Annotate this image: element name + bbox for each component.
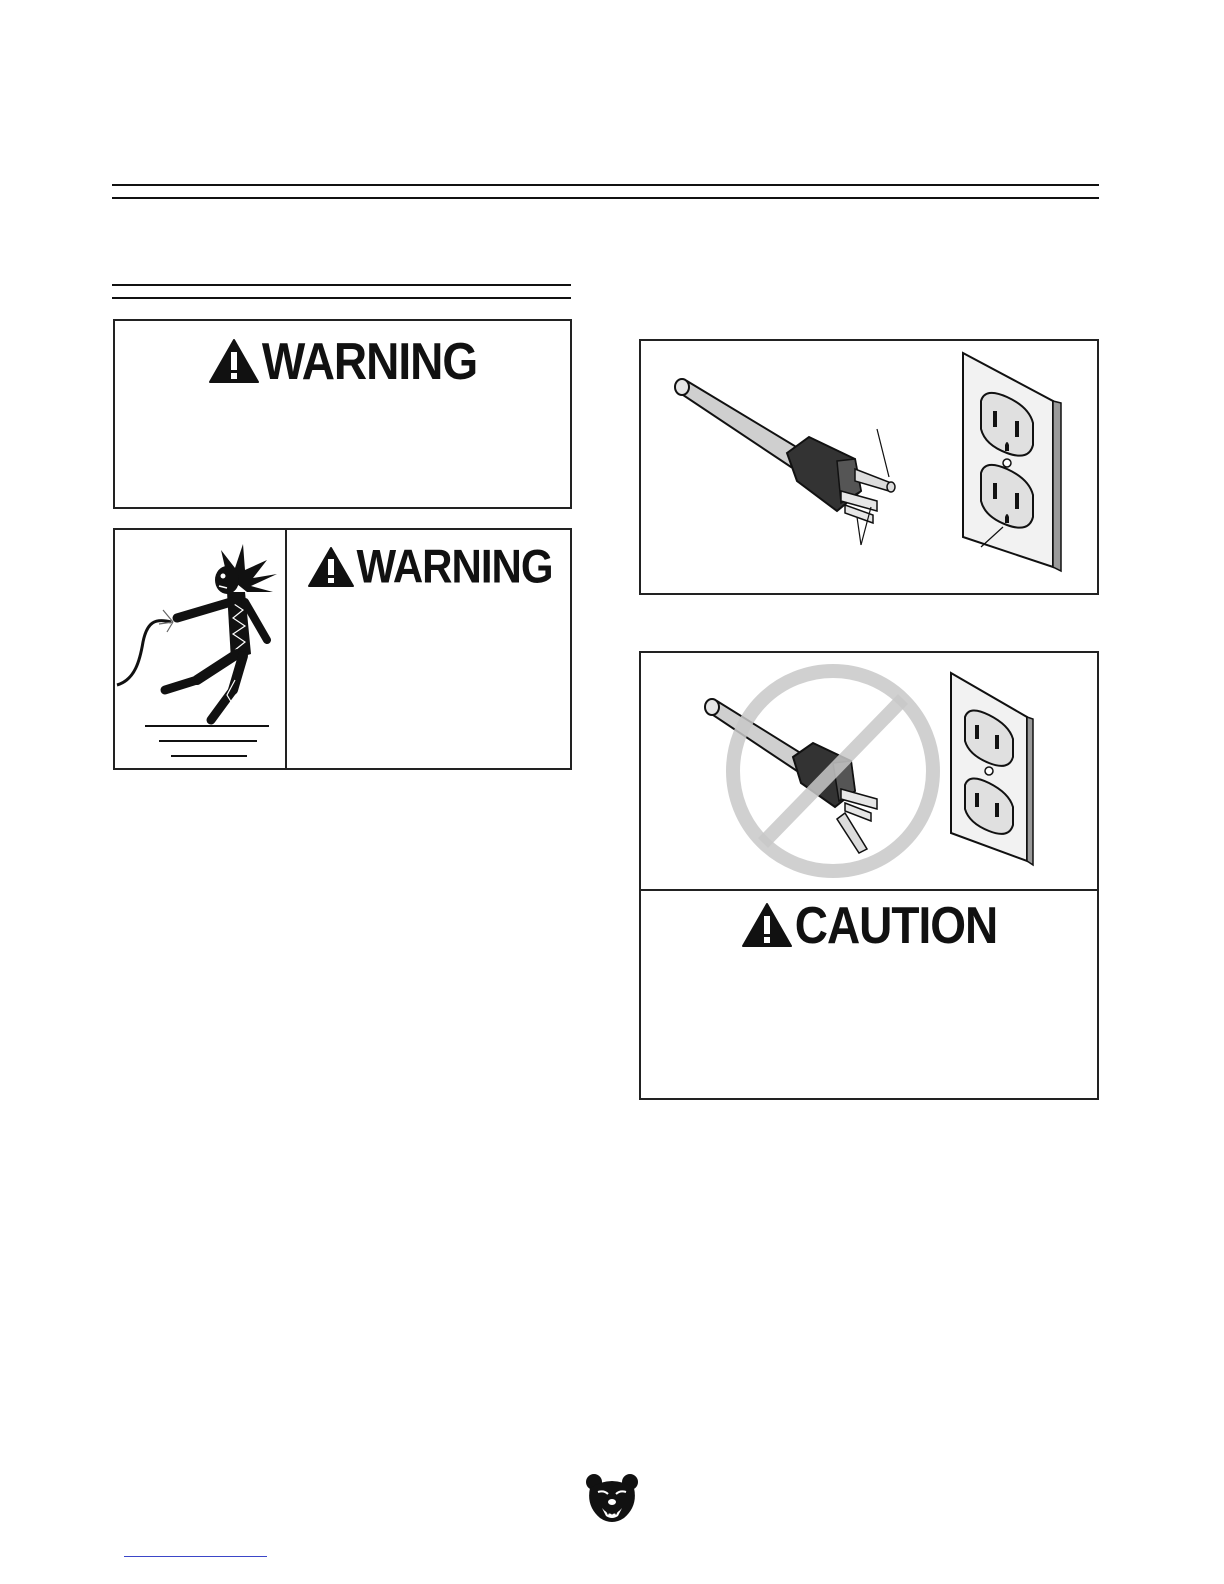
- warning-header-1: [115, 333, 570, 389]
- prohibited-plug-figure: [639, 651, 1099, 1100]
- caution-divider: [641, 889, 1097, 891]
- warning-signal-word-2: WARNING: [356, 540, 553, 593]
- prohibited-plug-adapter-icon: [641, 653, 1097, 889]
- section-rule-bottom: [112, 297, 571, 299]
- warning-triangle-icon: [741, 902, 793, 948]
- warning-triangle-icon: [307, 546, 355, 588]
- bear-logo-icon: [584, 1472, 640, 1524]
- warning-box-2: [113, 528, 572, 770]
- warning-box-2-divider: [285, 530, 287, 770]
- header-rule-top: [112, 184, 1099, 186]
- warning-triangle-icon: [208, 338, 260, 384]
- header-rule-bottom: [112, 197, 1099, 199]
- caution-signal-word: CAUTION: [794, 895, 998, 955]
- warning-header-2: [295, 542, 564, 592]
- warning-box-1: [113, 319, 572, 509]
- grounded-plug-and-outlet-icon: [641, 341, 1097, 593]
- grounded-plug-figure: [639, 339, 1099, 595]
- warning-signal-word-1: WARNING: [261, 331, 478, 391]
- caution-header: [641, 897, 1097, 953]
- section-rule-top: [112, 284, 571, 286]
- electrocution-figure-icon: [115, 530, 285, 770]
- footer-link-underline[interactable]: [124, 1556, 267, 1557]
